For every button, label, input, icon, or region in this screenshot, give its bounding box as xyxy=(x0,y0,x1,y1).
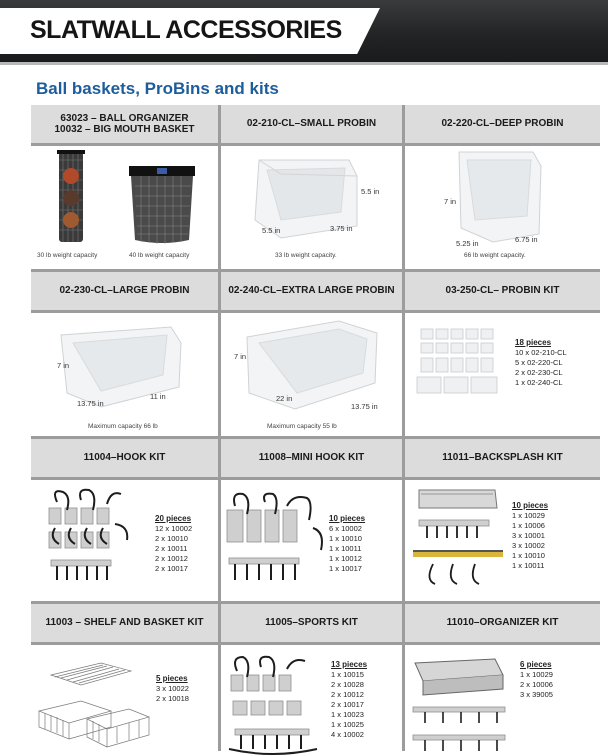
probin-kit-pieces: 18 pieces xyxy=(515,338,552,347)
sports-kit-line: 2 x 10012 xyxy=(331,690,364,699)
organizer-kit-cell xyxy=(405,645,600,756)
shelf-kit-line: 3 x 10022 xyxy=(156,684,189,693)
large-probin-header: 02-230-CL–LARGE PROBIN xyxy=(31,272,218,310)
sports-kit-contents xyxy=(331,660,367,740)
section-title: Ball baskets, ProBins and kits xyxy=(36,79,279,98)
hook-kit-header: 11004–HOOK KIT xyxy=(31,439,218,477)
sports-kit-header: 11005–SPORTS KIT xyxy=(221,604,402,642)
mini-hook-kit-line: 1 x 10012 xyxy=(329,554,362,563)
organizer-kit-image xyxy=(405,645,515,756)
organizer-kit-line: 2 x 10006 xyxy=(520,680,553,689)
big-mouth-basket-title: 10032 – BIG MOUTH BASKET xyxy=(54,124,195,135)
backsplash-kit-image xyxy=(405,480,510,601)
organizer-kit-pieces: 6 pieces xyxy=(520,660,552,669)
small-probin-depth: 3.75 in xyxy=(330,224,353,233)
large-probin-capacity: Maximum capacity 66 lb xyxy=(88,423,158,430)
ball-organizer-title: 63023 – BALL ORGANIZER xyxy=(60,112,189,124)
backsplash-kit-line: 1 x 10006 xyxy=(512,521,545,530)
mini-hook-kit-line: 1 x 10011 xyxy=(329,544,362,553)
shelf-kit-contents xyxy=(156,674,189,704)
hook-kit-contents xyxy=(155,514,192,574)
xlarge-probin-capacity: Maximum capacity 55 lb xyxy=(267,423,337,430)
deep-probin-depth: 6.75 in xyxy=(515,235,538,244)
probin-kit-line: 5 x 02-220-CL xyxy=(515,358,563,367)
hook-kit-image xyxy=(31,480,141,601)
hook-kit-line: 12 x 10002 xyxy=(155,524,193,533)
large-probin-height: 7 in xyxy=(57,361,70,370)
xlarge-probin-header: 02-240-CL–EXTRA LARGE PROBIN xyxy=(221,272,402,310)
big-mouth-capacity: 40 lb weight capacity xyxy=(129,252,190,259)
sports-kit-pieces: 13 pieces xyxy=(331,660,368,669)
deep-probin-cell xyxy=(405,146,600,269)
probin-kit-image xyxy=(405,313,505,436)
shelf-kit-line: 2 x 10018 xyxy=(156,694,189,703)
ball-organizer-header xyxy=(31,105,218,143)
probin-kit-cell xyxy=(405,313,600,436)
probin-kit-line: 2 x 02-230-CL xyxy=(515,368,563,377)
small-probin-width: 5.5 in xyxy=(262,226,281,235)
hook-kit-line: 2 x 10010 xyxy=(155,534,188,543)
small-probin-header: 02-210-CL–SMALL PROBIN xyxy=(221,105,402,143)
sports-kit-line: 4 x 10002 xyxy=(331,730,364,739)
deep-probin-height: 7 in xyxy=(444,197,457,206)
organizer-kit-header: 11010–ORGANIZER KIT xyxy=(405,604,600,642)
mini-hook-kit-cell xyxy=(221,480,402,601)
sports-kit-line: 2 x 10028 xyxy=(331,680,364,689)
page-title: SLATWALL ACCESSORIES xyxy=(30,16,342,44)
sports-kit-image xyxy=(221,645,331,756)
sports-kit-line: 1 x 10023 xyxy=(331,710,364,719)
hook-kit-line: 2 x 10012 xyxy=(155,554,188,563)
backsplash-kit-line: 3 x 10001 xyxy=(512,531,545,540)
xlarge-probin-width: 22 in xyxy=(276,394,293,403)
backsplash-kit-header: 11011–BACKSPLASH KIT xyxy=(405,439,600,477)
mini-hook-kit-line: 1 x 10017 xyxy=(329,564,362,573)
hook-kit-line: 2 x 10017 xyxy=(155,564,188,573)
page-header xyxy=(0,0,608,62)
large-probin-image xyxy=(31,313,218,436)
deep-probin-header: 02-220-CL–DEEP PROBIN xyxy=(405,105,600,143)
sports-kit-line: 1 x 10015 xyxy=(331,670,364,679)
header-divider xyxy=(0,62,608,65)
small-probin-height: 5.5 in xyxy=(361,187,380,196)
shelf-kit-header: 11003 – SHELF AND BASKET KIT xyxy=(31,604,218,642)
hook-kit-line: 2 x 10011 xyxy=(155,544,188,553)
backsplash-kit-pieces: 10 pieces xyxy=(512,501,549,510)
large-probin-depth: 11 in xyxy=(150,392,166,401)
xlarge-probin-depth: 13.75 in xyxy=(351,402,378,411)
probin-kit-header: 03-250-CL– PROBIN KIT xyxy=(405,272,600,310)
small-probin-capacity: 33 lb weight capacity. xyxy=(275,252,337,259)
mini-hook-kit-line: 6 x 10002 xyxy=(329,524,362,533)
hook-kit-pieces: 20 pieces xyxy=(155,514,192,523)
xlarge-probin-cell xyxy=(221,313,402,436)
probin-kit-line: 10 x 02-210-CL xyxy=(515,348,567,357)
product-grid xyxy=(31,105,600,751)
large-probin-cell xyxy=(31,313,218,436)
deep-probin-capacity: 66 lb weight capacity. xyxy=(464,252,526,259)
deep-probin-image xyxy=(405,146,600,269)
sports-kit-line: 1 x 10025 xyxy=(331,720,364,729)
xlarge-probin-height: 7 in xyxy=(234,352,247,361)
xlarge-probin-image xyxy=(221,313,402,436)
mini-hook-kit-header: 11008–MINI HOOK KIT xyxy=(221,439,402,477)
shelf-kit-image xyxy=(31,645,151,756)
small-probin-cell xyxy=(221,146,402,269)
shelf-kit-cell xyxy=(31,645,218,756)
probin-kit-contents xyxy=(515,338,567,388)
ball-organizer-capacity: 30 lb weight capacity xyxy=(37,252,98,259)
mini-hook-kit-image xyxy=(221,480,331,601)
deep-probin-width: 5.25 in xyxy=(456,239,479,248)
shelf-kit-pieces: 5 pieces xyxy=(156,674,188,683)
small-probin-image xyxy=(221,146,402,269)
backsplash-kit-line: 1 x 10011 xyxy=(512,561,545,570)
backsplash-kit-contents xyxy=(512,501,548,571)
backsplash-kit-line: 3 x 10002 xyxy=(512,541,545,550)
sports-kit-line: 2 x 10017 xyxy=(331,700,364,709)
backsplash-kit-line: 1 x 10029 xyxy=(512,511,545,520)
mini-hook-kit-line: 1 x 10010 xyxy=(329,534,362,543)
probin-kit-line: 1 x 02-240-CL xyxy=(515,378,563,387)
organizer-kit-line: 3 x 39005 xyxy=(520,690,553,699)
backsplash-kit-cell xyxy=(405,480,600,601)
large-probin-width: 13.75 in xyxy=(77,399,104,408)
backsplash-kit-line: 1 x 10010 xyxy=(512,551,545,560)
organizer-kit-contents xyxy=(520,660,553,700)
mini-hook-kit-contents xyxy=(329,514,365,574)
hook-kit-cell xyxy=(31,480,218,601)
mini-hook-kit-pieces: 10 pieces xyxy=(329,514,366,523)
ball-basket-illustration xyxy=(31,146,218,269)
organizer-kit-line: 1 x 10029 xyxy=(520,670,553,679)
ball-organizer-cell xyxy=(31,146,218,269)
sports-kit-cell xyxy=(221,645,402,756)
